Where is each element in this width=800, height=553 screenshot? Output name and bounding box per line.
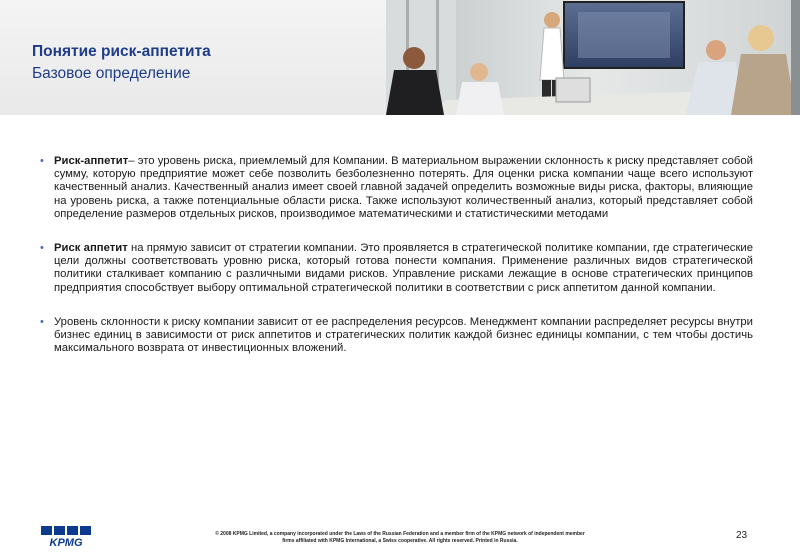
paragraph-1-text: – это уровень риска, приемлемый для Компании. В материальном выражении склонность к риску представляет собой сумму, которую предприятие может себе позволить безболезненно потерять. Для оценки риска компании чаще всего используют качественный анализ. Качественный анализ имеет своей главной задачей определить возможные виды риска, факторы, влияющие на уровень риска, а также потенциальные области риска. Также используют количественный анализ, который представляет собой определение размеров отдельных рисков, производимое математическими и статистическими методами [54, 155, 753, 220]
page-number: 23 [736, 530, 748, 541]
paragraph-1-term: Риск-аппетит [54, 155, 129, 167]
paragraph-3 [40, 316, 753, 356]
title-block [32, 42, 211, 84]
paragraph-3-text: Уровень склонности к риску компании зависит от ее распределения ресурсов. Менеджмент компании распределяет ресурсы внутри бизнес единиц в зависимости от риск аппетитов и стратегических политик каждой бизнес единицы компании, с тем чтобы достичь максимального возврата от инвестиционных вложений. [54, 315, 753, 355]
copyright-line-2: firms affiliated with KPMG International, a Swiss cooperative. All rights reserved. Printed in Russia. [282, 537, 518, 544]
logo-text: KPMG [49, 537, 83, 548]
paragraph-2 [40, 242, 753, 295]
paragraph-1 [40, 155, 753, 221]
copyright-notice [150, 531, 650, 544]
copyright-line-1: © 2008 KPMG Limited, a company incorporated under the Laws of the Russian Federation and a member firm of the KPMG network of independent member [215, 531, 585, 537]
bullet-icon: • [40, 242, 44, 255]
slide-title: Понятие риск-аппетита [32, 43, 211, 60]
slide-subtitle: Базовое определение [32, 65, 191, 82]
bullet-icon: • [40, 155, 44, 167]
slide-header [0, 0, 800, 115]
bullet-icon: • [40, 315, 44, 328]
header-photo [386, 0, 800, 115]
paragraph-2-text: на прямую зависит от стратегии компании. Это проявляется в стратегической политике компании, где стратегические цели должны соответствовать уровню риска, который готова понести компания. Применение различных видов стратегической политики сталкивает компанию с различными видами рисков. Управление рисками лежащие в основе стратегических принципов предприятия способствует выбору оптимальной стратегической политики в соответствии с риск аппетитом данной компании. [54, 242, 753, 294]
slide-content [40, 155, 753, 376]
kpmg-logo [40, 526, 92, 548]
paragraph-2-term: Риск аппетит [54, 242, 128, 255]
